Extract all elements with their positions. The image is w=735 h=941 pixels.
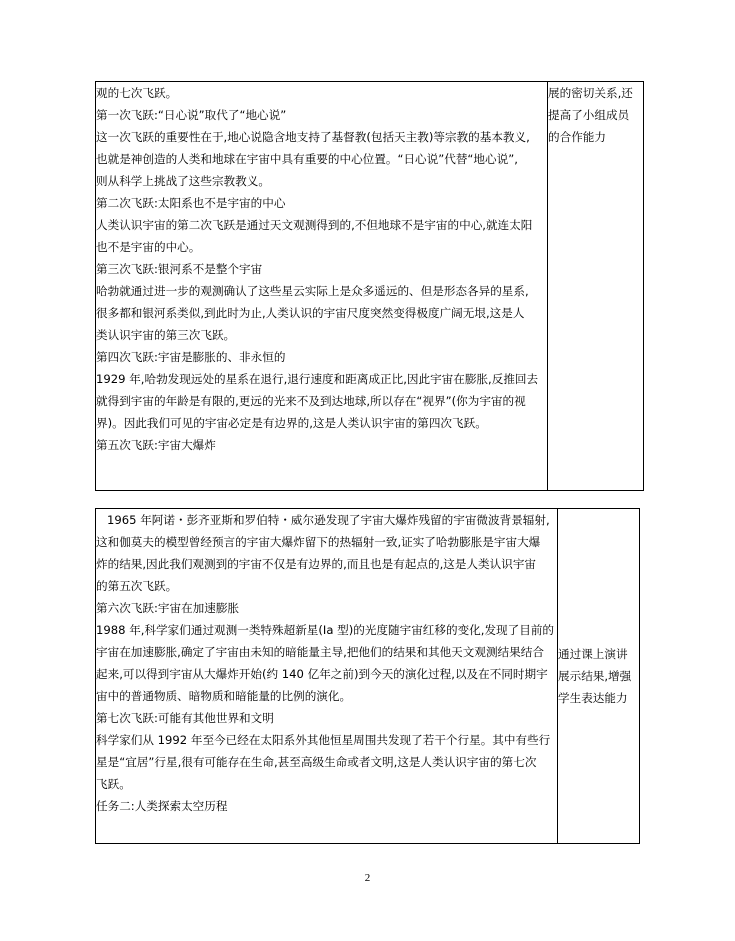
section-heading: 第四次飞跃:宇宙是膨胀的、非永恒的 bbox=[96, 350, 286, 364]
text-line: 类认识宇宙的第三次飞跃。 bbox=[96, 328, 236, 342]
side-note-line: 展示结果,增强 bbox=[558, 669, 632, 683]
text-line: 就得到宇宙的年龄是有限的,更远的光来不及到达地球,所以存在“视界”(你为宇宙的视 bbox=[96, 394, 526, 408]
page-number: 2 bbox=[364, 872, 371, 884]
section-heading: 第五次飞跃:宇宙大爆炸 bbox=[96, 438, 216, 452]
text-line: 飞跃。 bbox=[96, 777, 131, 791]
task-heading: 任务二:人类探索太空历程 bbox=[96, 799, 228, 813]
text-line: 起来,可以得到宇宙从大爆炸开始(约 140 亿年之前)到今天的演化过程,以及在不同时期宇 bbox=[96, 667, 548, 681]
text-line: 哈勃就通过进一步的观测确认了这些星云实际上是众多遥远的、但是形态各异的星系, bbox=[96, 284, 529, 298]
text-line: 很多都和银河系类似,到此时为止,人类认识的宇宙尺度突然变得极度广阔无垠,这是人 bbox=[96, 306, 525, 320]
text-line: 宇宙在加速膨胀,确定了宇宙由未知的暗能量主导,把他们的结果和其他天文观测结果结合 bbox=[96, 645, 544, 659]
side-note-line: 的合作能力 bbox=[548, 130, 606, 144]
section-heading: 第六次飞跃:宇宙在加速膨胀 bbox=[96, 601, 240, 615]
side-note-cell bbox=[548, 82, 644, 491]
text-line: 也不是宇宙的中心。 bbox=[96, 240, 201, 254]
section-heading: 第七次飞跃:可能有其他世界和文明 bbox=[96, 711, 274, 725]
side-note-cell bbox=[558, 509, 640, 844]
text-line: 1965 年阿诺・彭齐亚斯和罗伯特・威尔逊发现了宇宙大爆炸残留的宇宙微波背景辐射, bbox=[107, 513, 550, 527]
text-line: 1929 年,哈勃发现远处的星系在退行,退行速度和距离成正比,因此宇宙在膨胀,反推回去 bbox=[96, 372, 539, 386]
text-line: 也就是神创造的人类和地球在宇宙中具有重要的中心位置。“日心说”代替“地心说”, bbox=[96, 152, 518, 166]
side-note-line: 学生表达能力 bbox=[558, 691, 628, 705]
side-note-line: 展的密切关系,还 bbox=[548, 86, 633, 100]
side-note-line: 提高了小组成员 bbox=[548, 108, 630, 122]
section-heading: 第二次飞跃:太阳系也不是宇宙的中心 bbox=[96, 196, 286, 210]
section-heading: 第三次飞跃:银河系不是整个宇宙 bbox=[96, 262, 263, 276]
main-text-cell bbox=[96, 82, 548, 491]
text-line: 这和伽莫夫的模型曾经预言的宇宙大爆炸留下的热辐射一致,证实了哈勃膨胀是宇宙大爆 bbox=[96, 535, 541, 549]
content-table-2 bbox=[95, 508, 640, 844]
text-line: 观的七次飞跃。 bbox=[96, 86, 178, 100]
main-text-cell bbox=[96, 509, 558, 844]
text-line: 则从科学上挑战了这些宗教教义。 bbox=[96, 174, 270, 188]
text-line: 人类认识宇宙的第二次飞跃是通过天文观测得到的,不但地球不是宇宙的中心,就连太阳 bbox=[96, 218, 533, 232]
text-line: 这一次飞跃的重要性在于,地心说隐含地支持了基督教(包括天主教)等宗教的基本教义, bbox=[96, 130, 530, 144]
side-note-line: 通过课上演讲 bbox=[558, 647, 628, 661]
text-line: 科学家们从 1992 年至今已经在太阳系外其他恒星周围共发现了若干个行星。其中有些行 bbox=[96, 733, 551, 747]
text-line: 星是“宜居”行星,很有可能存在生命,甚至高级生命或者文明,这是人类认识宇宙的第七次 bbox=[96, 755, 537, 769]
text-line: 1988 年,科学家们通过观测一类特殊超新星(Ⅰa 型)的光度随宇宙红移的变化,发现了目前的 bbox=[96, 623, 555, 637]
text-line: 界)。因此我们可见的宇宙必定是有边界的,这是人类认识宇宙的第四次飞跃。 bbox=[96, 416, 487, 430]
text-line: 炸的结果,因此我们观测到的宇宙不仅是有边界的,而且也是有起点的,这是人类认识宇宙 bbox=[96, 557, 537, 571]
section-heading: 第一次飞跃:“日心说”取代了“地心说” bbox=[96, 108, 287, 122]
content-table-1 bbox=[95, 81, 644, 491]
text-line: 宙中的普通物质、暗物质和暗能量的比例的演化。 bbox=[96, 689, 352, 703]
text-line: 的第五次飞跃。 bbox=[96, 579, 178, 593]
